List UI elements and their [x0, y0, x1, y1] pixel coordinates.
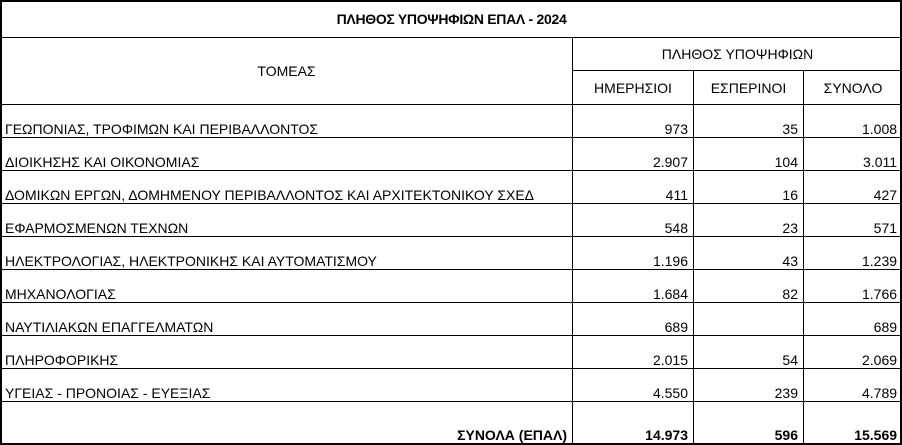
row-sector-cell: ΜΗΧΑΝΟΛΟΓΙΑΣ — [1, 270, 573, 303]
row-total-cell: 2.069 — [804, 336, 902, 369]
totals-row — [1, 402, 902, 444]
day-header: ΗΜΕΡΗΣΙΟΙ — [573, 71, 694, 105]
row-evening-cell: 54 — [694, 336, 804, 369]
row-sector-cell: ΝΑΥΤΙΛΙΑΚΩΝ ΕΠΑΓΓΕΛΜΑΤΩΝ — [1, 303, 573, 336]
row-total-cell: 3.011 — [804, 138, 902, 171]
row-sector-cell: ΠΛΗΡΟΦΟΡΙΚΗΣ — [1, 336, 573, 369]
row-evening-cell: 35 — [694, 105, 804, 138]
row-day-cell: 411 — [573, 171, 694, 204]
totals-evening: 596 — [694, 402, 804, 444]
row-total-cell: 1.766 — [804, 270, 902, 303]
row-total-cell: 689 — [804, 303, 902, 336]
row-day-cell: 1.196 — [573, 237, 694, 270]
row-day-cell: 1.684 — [573, 270, 694, 303]
sector-header: ΤΟΜΕΑΣ — [1, 38, 573, 105]
row-evening-cell: 43 — [694, 237, 804, 270]
row-evening-cell: 82 — [694, 270, 804, 303]
row-evening-cell: 16 — [694, 171, 804, 204]
table-row — [1, 105, 902, 138]
row-evening-cell: 104 — [694, 138, 804, 171]
row-day-cell: 548 — [573, 204, 694, 237]
row-total-cell: 1.008 — [804, 105, 902, 138]
row-day-cell: 689 — [573, 303, 694, 336]
table-row — [1, 336, 902, 369]
table-row — [1, 171, 902, 204]
row-evening-cell: 239 — [694, 369, 804, 402]
table-row — [1, 303, 902, 336]
row-sector-cell: ΔΙΟΙΚΗΣΗΣ ΚΑΙ ΟΙΚΟΝΟΜΙΑΣ — [1, 138, 573, 171]
row-total-cell: 4.789 — [804, 369, 902, 402]
row-day-cell: 973 — [573, 105, 694, 138]
row-sector-cell: ΗΛΕΚΤΡΟΛΟΓΙΑΣ, ΗΛΕΚΤΡΟΝΙΚΗΣ ΚΑΙ ΑΥΤΟΜΑΤΙΣΜΟΥ — [1, 237, 573, 270]
evening-header: ΕΣΠΕΡΙΝΟΙ — [694, 71, 804, 105]
row-evening-cell — [694, 303, 804, 336]
group-header: ΠΛΗΘΟΣ ΥΠΟΨΗΦΙΩΝ — [573, 38, 902, 71]
table-body — [1, 105, 902, 402]
table-row — [1, 204, 902, 237]
row-day-cell: 2.015 — [573, 336, 694, 369]
row-evening-cell: 23 — [694, 204, 804, 237]
row-total-cell: 1.239 — [804, 237, 902, 270]
totals-day: 14.973 — [573, 402, 694, 444]
totals-label: ΣΥΝΟΛΑ (ΕΠΑΛ) — [1, 402, 573, 444]
totals-total: 15.569 — [804, 402, 902, 444]
row-total-cell: 571 — [804, 204, 902, 237]
row-sector-cell: ΔΟΜΙΚΩΝ ΕΡΓΩΝ, ΔΟΜΗΜΕΝΟΥ ΠΕΡΙΒΑΛΛΟΝΤΟΣ ΚΑΙ ΑΡΧΙΤΕΚΤΟΝΙΚΟΥ ΣΧΕΔ — [1, 171, 573, 204]
table-row — [1, 369, 902, 402]
row-total-cell: 427 — [804, 171, 902, 204]
table-title: ΠΛΗΘΟΣ ΥΠΟΨΗΦΙΩΝ ΕΠΑΛ - 2024 — [1, 1, 902, 38]
row-sector-cell: ΥΓΕΙΑΣ - ΠΡΟΝΟΙΑΣ - ΕΥΕΞΙΑΣ — [1, 369, 573, 402]
row-sector-cell: ΕΦΑΡΜΟΣΜΕΝΩΝ ΤΕΧΝΩΝ — [1, 204, 573, 237]
table-row — [1, 270, 902, 303]
table-row — [1, 138, 902, 171]
table-row — [1, 237, 902, 270]
total-header: ΣΥΝΟΛΟ — [804, 71, 902, 105]
row-sector-cell: ΓΕΩΠΟΝΙΑΣ, ΤΡΟΦΙΜΩΝ ΚΑΙ ΠΕΡΙΒΑΛΛΟΝΤΟΣ — [1, 105, 573, 138]
row-day-cell: 4.550 — [573, 369, 694, 402]
row-day-cell: 2.907 — [573, 138, 694, 171]
